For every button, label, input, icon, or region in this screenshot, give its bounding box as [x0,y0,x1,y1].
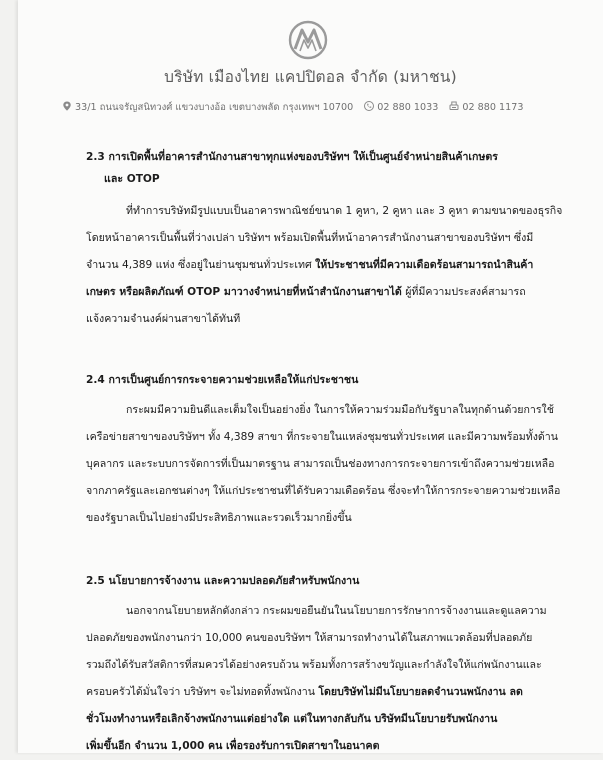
paragraph-line [86,397,568,424]
bold-text-run: โดยบริษัทไม่มีนโยบายลดจำนวนพนักงาน ลด [318,686,523,698]
address-line [62,100,582,115]
text-run: นอกจากนโยบายหลักดังกล่าว กระผมขอยืนยันในนโยบายการรักษาการจ้างงานและดูแลความ [126,605,547,617]
paragraph-line [86,198,568,225]
paragraph-line [86,652,568,679]
section-title-line: 2.5 นโยบายการจ้างงาน และความปลอดภัยสำหรับพนักงาน [86,575,360,587]
text-run: ครอบครัวได้มั่นใจว่า บริษัทฯ จะไม่ทอดทิ้งพนักงาน [86,686,319,698]
paragraph-line [86,625,568,652]
text-run: ที่ทำการบริษัทมีรูปแบบเป็นอาคารพาณิชย์ขนาด 1 คูหา, 2 คูหา และ 3 คูหา ตามขนาดของธุรกิจ [126,205,563,217]
address-text: 33/1 ถนนจรัญสนิทวงศ์ แขวงบางอ้อ เขตบางพลัด กรุงเทพฯ 10700 [75,102,354,113]
paragraph-line [86,679,568,706]
bold-text-run: ให้ประชาชนที่มีความเดือดร้อนสามารถนำสินค้า [315,259,534,271]
text-run: ของรัฐบาลเป็นไปอย่างมีประสิทธิภาพและรวดเร็วมากยิ่งขึ้น [86,512,352,524]
paragraph-line [86,478,568,505]
paragraph-line [86,505,568,532]
text-run: จำนวน 4,389 แห่ง ซึ่งอยู่ในย่านชุมชนทั่วประเทศ [86,259,316,271]
text-run: บุคลากร และระบบการจัดการที่เป็นมาตรฐาน สามารถเป็นช่องทางการกระจายการเข้าถึงความช่วยเหลือ [86,458,555,470]
phone-icon [364,101,374,111]
document-body [86,146,568,760]
section-paragraph-2-5 [86,598,568,760]
paragraph-line [86,733,568,760]
text-run: โดยหน้าอาคารเป็นพื้นที่ว่างเปล่า บริษัทฯ พร้อมเปิดพื้นที่หน้าอาคารสำนักงานสาขาของบริษัทฯ ซึ่งมี [86,232,534,244]
document-page [18,0,603,753]
company-name: บริษัท เมืองไทย แคปปิตอล จำกัด (มหาชน) [164,68,457,86]
text-run: รวมถึงได้รับสวัสดิการที่สมควรได้อย่างครบถ้วน พร้อมทั้งการสร้างขวัญและกำลังใจให้แก่พนักงานและ [86,659,542,671]
text-run: ผู้ที่มีความประสงค์สามารถ [401,286,526,298]
paragraph-line [86,424,568,451]
paragraph-line [86,306,568,333]
text-run: แจ้งความจำนงค์ผ่านสาขาได้ทันที [86,313,241,325]
section-title-line: และ OTOP [104,173,160,185]
fax-icon [449,101,459,111]
paragraph-line [86,252,568,279]
section-title-line: 2.3 การเปิดพื้นที่อาคารสำนักงานสาขาทุกแห่งของบริษัทฯ ให้เป็นศูนย์จำหน่ายสินค้าเกษตร [86,151,498,163]
paragraph-line [86,451,568,478]
text-run: ปลอดภัยของพนักงานกว่า 10,000 คนของบริษัทฯ ให้สามารถทำงานได้ในสภาพแวดล้อมที่ปลอดภัย [86,632,533,644]
paragraph-line [86,225,568,252]
bold-text-run: เกษตร หรือผลิตภัณฑ์ OTOP มาวางจำหน่ายที่หน้าสำนักงานสาขาได้ [86,286,402,298]
fax-number: 02 880 1173 [462,102,524,113]
paragraph-line [86,279,568,306]
paragraph-line [86,598,568,625]
company-logo-icon [276,20,340,60]
section-paragraph-2-3 [86,198,568,333]
section-title-2-3 [86,146,568,190]
section-paragraph-2-4 [86,397,568,532]
location-pin-icon [62,101,72,111]
phone-number: 02 880 1033 [377,102,439,113]
text-run: เครือข่ายสาขาของบริษัทฯ ทั้ง 4,389 สาขา ที่กระจายในแหล่งชุมชนทั่วประเทศ และมีความพร้อมทั้งด้าน [86,431,559,443]
text-run: กระผมมีความยินดีและเต็มใจเป็นอย่างยิ่ง ในการให้ความร่วมมือกับรัฐบาลในทุกด้านด้วยการใช้ [126,404,554,416]
section-title-2-4 [86,369,568,391]
section-title-2-5 [86,570,568,592]
paragraph-line [86,706,568,733]
section-title-line: 2.4 การเป็นศูนย์การกระจายความช่วยเหลือให้แก่ประชาชน [86,374,359,386]
text-run: จากภาครัฐและเอกชนต่างๆ ให้แก่ประชาชนที่ได้รับความเดือดร้อน ซึ่งจะทำให้การกระจายความช่วยเหลือ [86,485,561,497]
bold-text-run: เพิ่มขึ้นอีก จำนวน 1,000 คน เพื่อรองรับการเปิดสาขาในอนาคต [86,740,380,752]
bold-text-run: ชั่วโมงทำงานหรือเลิกจ้างพนักงานแต่อย่างใด แต่ในทางกลับกัน บริษัทมีนโยบายรับพนักงาน [86,713,498,725]
